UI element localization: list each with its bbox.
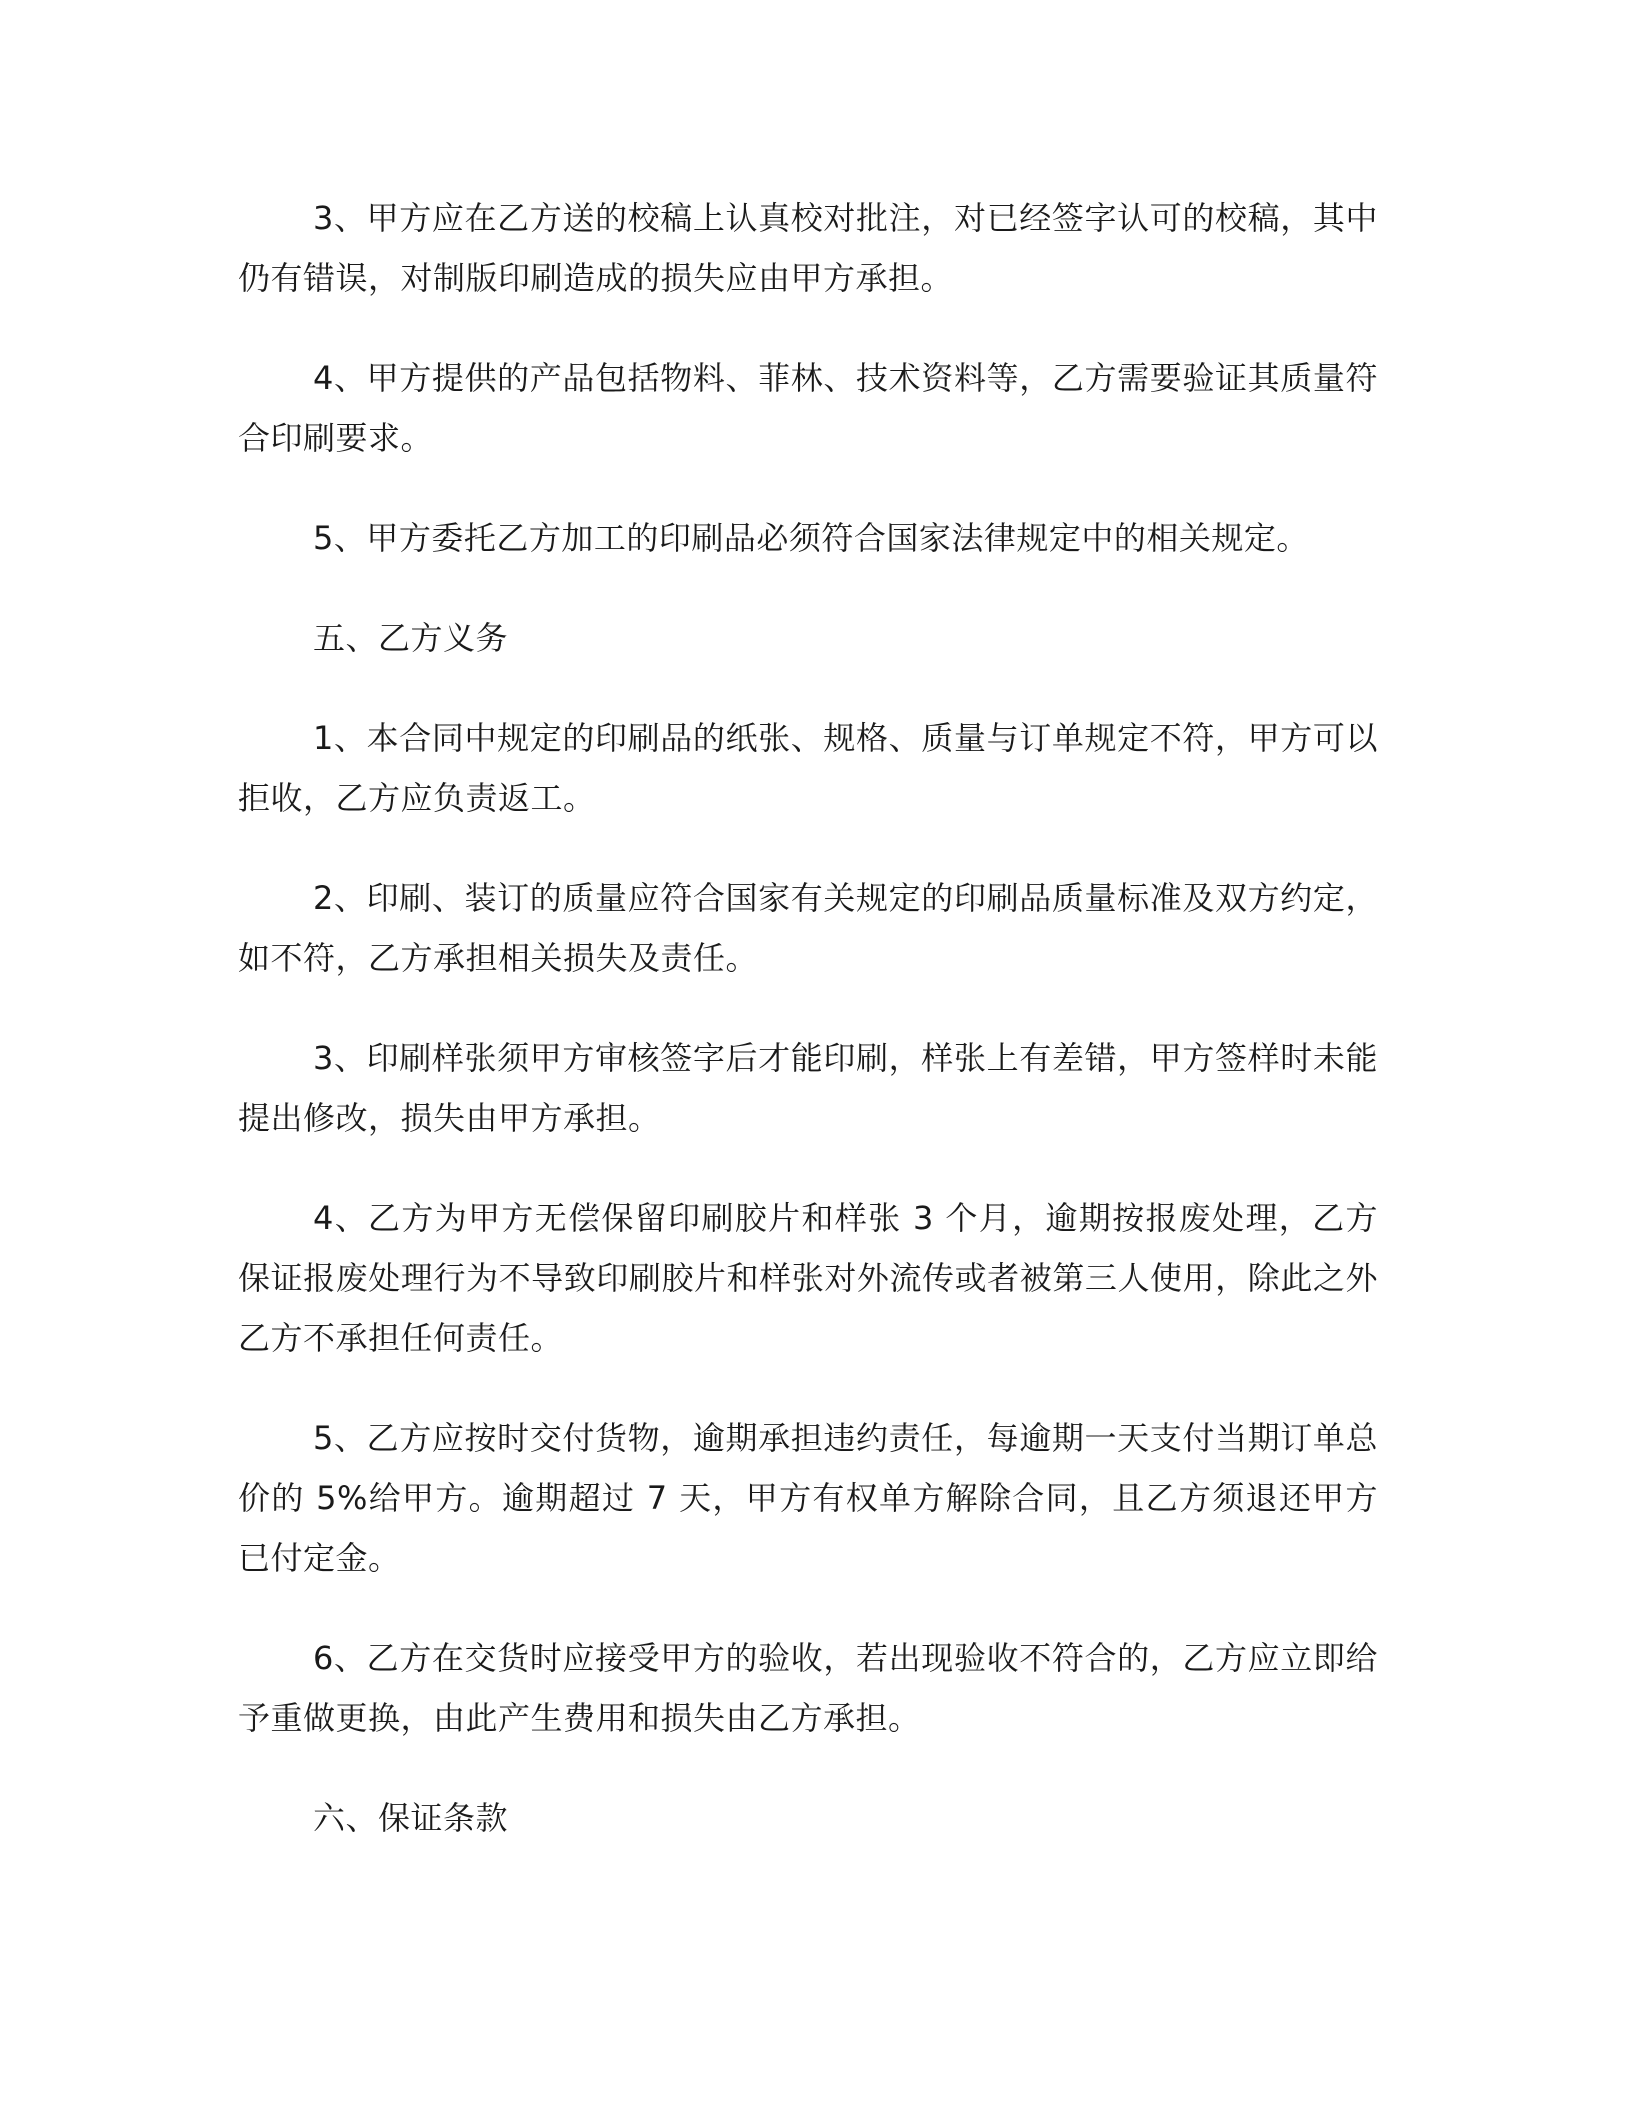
clause-five-5: 5、乙方应按时交付货物，逾期承担违约责任，每逾期一天支付当期订单总价的 5%给甲方。逾期超过 7 天，甲方有权单方解除合同，且乙方须退还甲方已付定金。 <box>238 1419 1378 1577</box>
clause-five-4: 4、乙方为甲方无偿保留印刷胶片和样张 3 个月，逾期按报废处理，乙方保证报废处理行为不导致印刷胶片和样张对外流传或者被第三人使用，除此之外乙方不承担任何责任。 <box>238 1199 1378 1357</box>
clause-five-6: 6、乙方在交货时应接受甲方的验收，若出现验收不符合的，乙方应立即给予重做更换，由此产生费用和损失由乙方承担。 <box>238 1639 1378 1737</box>
clause-a-5: 5、甲方委托乙方加工的印刷品必须符合国家法律规定中的相关规定。 <box>313 519 1309 557</box>
document-body <box>238 188 1378 1888</box>
clause-five-1: 1、本合同中规定的印刷品的纸张、规格、质量与订单规定不符，甲方可以拒收，乙方应负责返工。 <box>238 719 1378 817</box>
section-six-title: 六、保证条款 <box>313 1799 509 1837</box>
clause-five-2: 2、印刷、装订的质量应符合国家有关规定的印刷品质量标准及双方约定，如不符，乙方承担相关损失及责任。 <box>238 879 1378 977</box>
clause-a-4: 4、甲方提供的产品包括物料、菲林、技术资料等，乙方需要验证其质量符合印刷要求。 <box>238 359 1378 457</box>
section-five-title: 五、乙方义务 <box>313 619 509 657</box>
clause-a-3: 3、甲方应在乙方送的校稿上认真校对批注，对已经签字认可的校稿，其中仍有错误，对制版印刷造成的损失应由甲方承担。 <box>238 199 1378 297</box>
clause-five-3: 3、印刷样张须甲方审核签字后才能印刷，样张上有差错，甲方签样时未能提出修改，损失由甲方承担。 <box>238 1039 1378 1137</box>
